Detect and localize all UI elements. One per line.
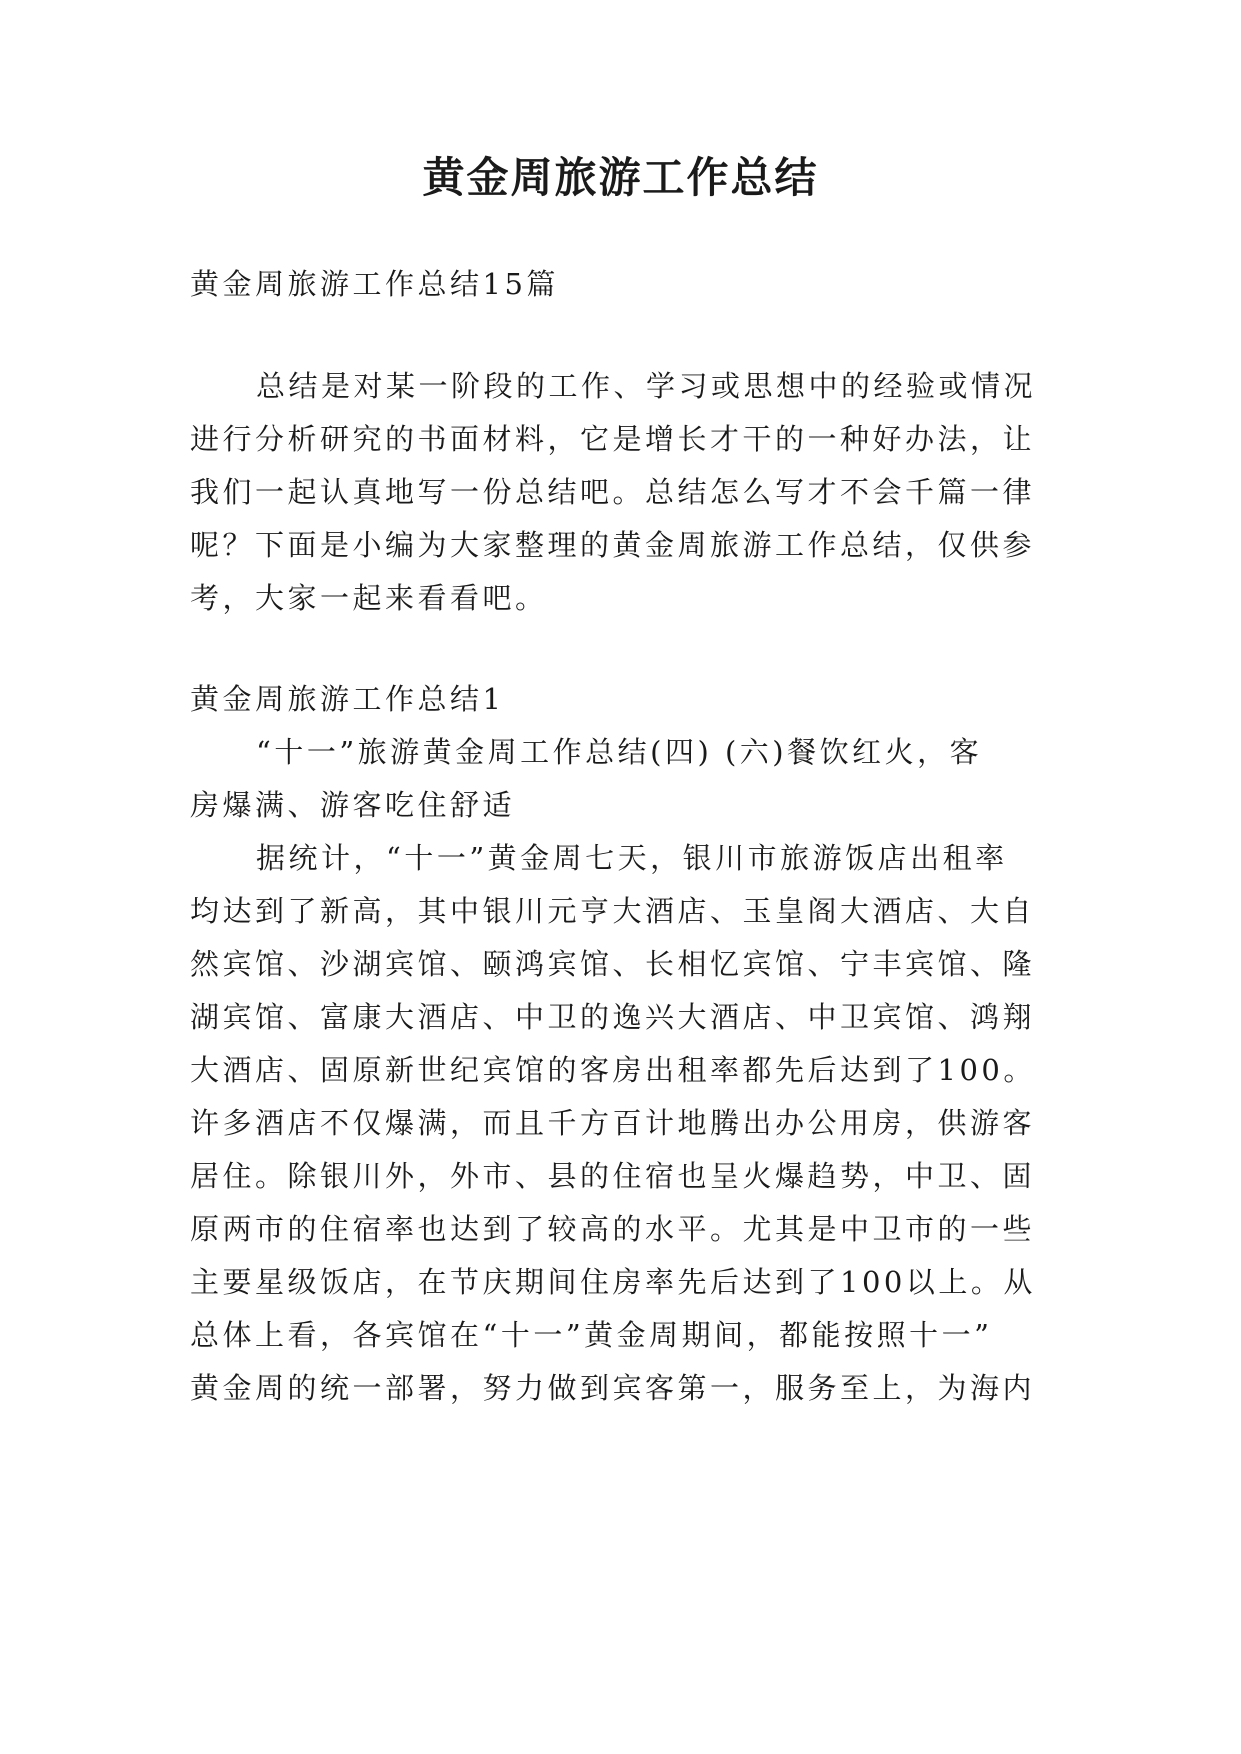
body-line: 许多酒店不仅爆满，而且千方百计地腾出办公用房，供游客 xyxy=(190,1106,1036,1140)
body-line: 主要星级饭店，在节庆期间住房率先后达到了100以上。从 xyxy=(190,1265,1036,1299)
intro-line: 总结是对某一阶段的工作、学习或思想中的经验或情况 xyxy=(256,369,1037,403)
document-title: 黄金周旅游工作总结 xyxy=(422,153,819,202)
subtitle: 黄金周旅游工作总结15篇 xyxy=(190,267,559,301)
intro-line: 我们一起认真地写一份总结吧。总结怎么写才不会千篇一律 xyxy=(190,475,1036,509)
section-subheading-line: 房爆满、游客吃住舒适 xyxy=(190,788,516,822)
section-heading: 黄金周旅游工作总结1 xyxy=(190,682,505,716)
body-line: 湖宾馆、富康大酒店、中卫的逸兴大酒店、中卫宾馆、鸿翔 xyxy=(190,1000,1036,1034)
body-line: 原两市的住宿率也达到了较高的水平。尤其是中卫市的一些 xyxy=(190,1212,1036,1246)
body-line: 黄金周的统一部署，努力做到宾客第一，服务至上，为海内 xyxy=(190,1371,1036,1405)
intro-line: 呢？下面是小编为大家整理的黄金周旅游工作总结，仅供参 xyxy=(190,528,1036,562)
intro-line: 考，大家一起来看看吧。 xyxy=(190,581,548,615)
body-line: 大酒店、固原新世纪宾馆的客房出租率都先后达到了100。 xyxy=(190,1053,1036,1087)
body-line: 然宾馆、沙湖宾馆、颐鸿宾馆、长相忆宾馆、宁丰宾馆、隆 xyxy=(190,947,1036,981)
section-subheading-line: “十一”旅游黄金周工作总结(四) (六)餐饮红火，客 xyxy=(256,735,983,769)
body-line: 总体上看，各宾馆在“十一”黄金周期间，都能按照十一” xyxy=(190,1318,993,1352)
body-line: 居住。除银川外，外市、县的住宿也呈火爆趋势，中卫、固 xyxy=(190,1159,1036,1193)
intro-line: 进行分析研究的书面材料，它是增长才干的一种好办法，让 xyxy=(190,422,1036,456)
body-line: 据统计，“十一”黄金周七天，银川市旅游饭店出租率 xyxy=(256,841,1008,875)
body-line: 均达到了新高，其中银川元亨大酒店、玉皇阁大酒店、大自 xyxy=(190,894,1036,928)
